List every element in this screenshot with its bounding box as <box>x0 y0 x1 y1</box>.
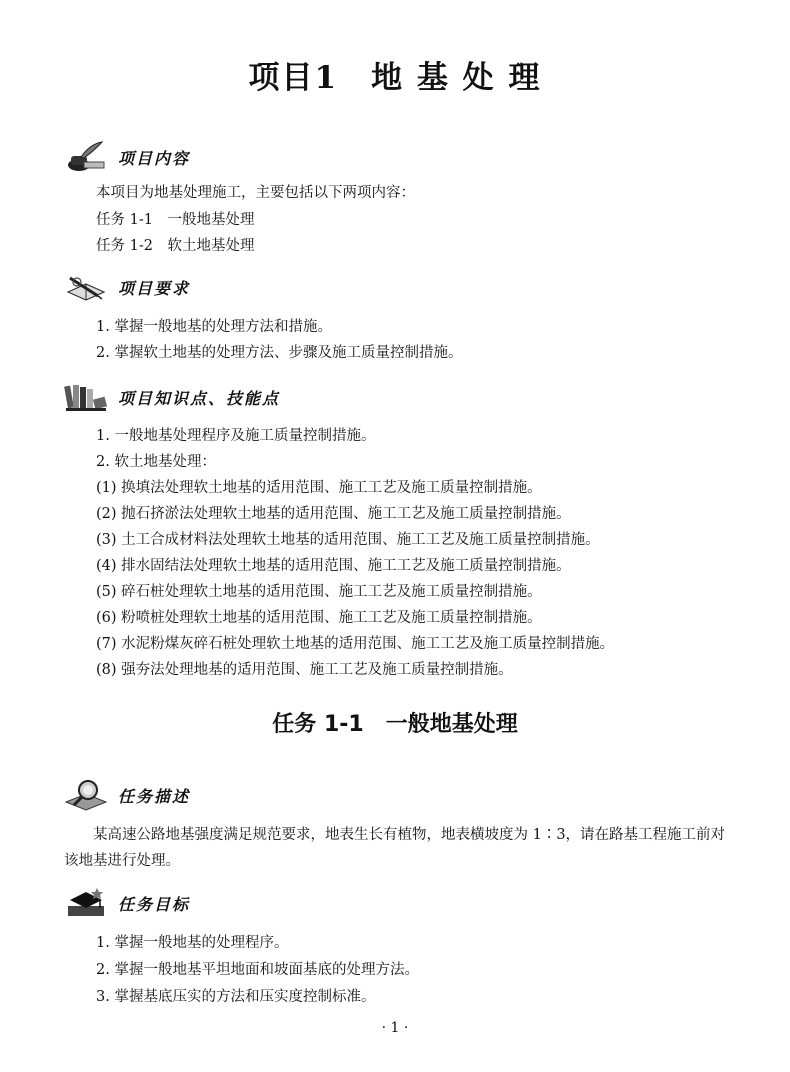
content-section-label: 项目内容 <box>118 148 191 168</box>
content-line: 本项目为地基处理施工，主要包括以下两项内容： <box>96 185 415 201</box>
magnifier-document-icon <box>64 778 108 812</box>
task-goal-line: 3. 掌握基底压实的方法和压实度控制标准。 <box>96 989 376 1005</box>
knowledge-line: 2. 软土地基处理： <box>96 454 216 470</box>
task-goals-label: 任务目标 <box>118 894 191 914</box>
knowledge-line: 1. 一般地基处理程序及施工质量控制措施。 <box>96 428 376 444</box>
knowledge-line: (4) 排水固结法处理软土地基的适用范围、施工工艺及施工质量控制措施。 <box>96 558 571 574</box>
requirement-section-label: 项目要求 <box>118 278 191 298</box>
knowledge-section-label: 项目知识点、技能点 <box>118 388 281 408</box>
content-line: 任务 1-1 一般地基处理 <box>96 212 255 228</box>
requirement-section-heading <box>64 270 190 304</box>
task-title: 任务 1-1 一般地基处理 <box>272 712 518 737</box>
task-goals-heading <box>64 886 190 920</box>
content-section-heading <box>64 140 190 174</box>
content-line: 任务 1-2 软土地基处理 <box>96 238 255 254</box>
graduation-cap-icon <box>64 886 108 920</box>
knowledge-section-heading <box>64 380 280 414</box>
knowledge-line: (3) 土工合成材料法处理软土地基的适用范围、施工工艺及施工质量控制措施。 <box>96 532 600 548</box>
requirement-line: 2. 掌握软土地基的处理方法、步骤及施工质量控制措施。 <box>96 345 463 361</box>
task-description-heading <box>64 778 190 812</box>
task-description-text: 某高速公路地基强度满足规范要求，地表生长有植物，地表横坡度为 1∶3，请在路基工程施工前对该地基进行处理。 <box>64 827 726 869</box>
knowledge-line: (2) 抛石挤淤法处理软土地基的适用范围、施工工艺及施工质量控制措施。 <box>96 506 571 522</box>
page-number: · 1 · <box>381 1020 409 1036</box>
task-description-label: 任务描述 <box>118 786 191 806</box>
knowledge-line: (1) 换填法处理软土地基的适用范围、施工工艺及施工质量控制措施。 <box>96 480 542 496</box>
knowledge-line: (5) 碎石桩处理软土地基的适用范围、施工工艺及施工质量控制措施。 <box>96 584 542 600</box>
books-icon <box>64 380 108 414</box>
pen-book-icon <box>64 270 108 304</box>
quill-inkpot-icon <box>64 140 108 174</box>
knowledge-line: (8) 强夯法处理地基的适用范围、施工工艺及施工质量控制措施。 <box>96 662 513 678</box>
task-goal-line: 1. 掌握一般地基的处理程序。 <box>96 935 289 951</box>
task-goal-line: 2. 掌握一般地基平坦地面和坡面基底的处理方法。 <box>96 962 419 978</box>
knowledge-line: (6) 粉喷桩处理软土地基的适用范围、施工工艺及施工质量控制措施。 <box>96 610 542 626</box>
page-title: 项目1 地 基 处 理 <box>248 60 542 96</box>
knowledge-line: (7) 水泥粉煤灰碎石桩处理软土地基的适用范围、施工工艺及施工质量控制措施。 <box>96 636 615 652</box>
requirement-line: 1. 掌握一般地基的处理方法和措施。 <box>96 319 332 335</box>
